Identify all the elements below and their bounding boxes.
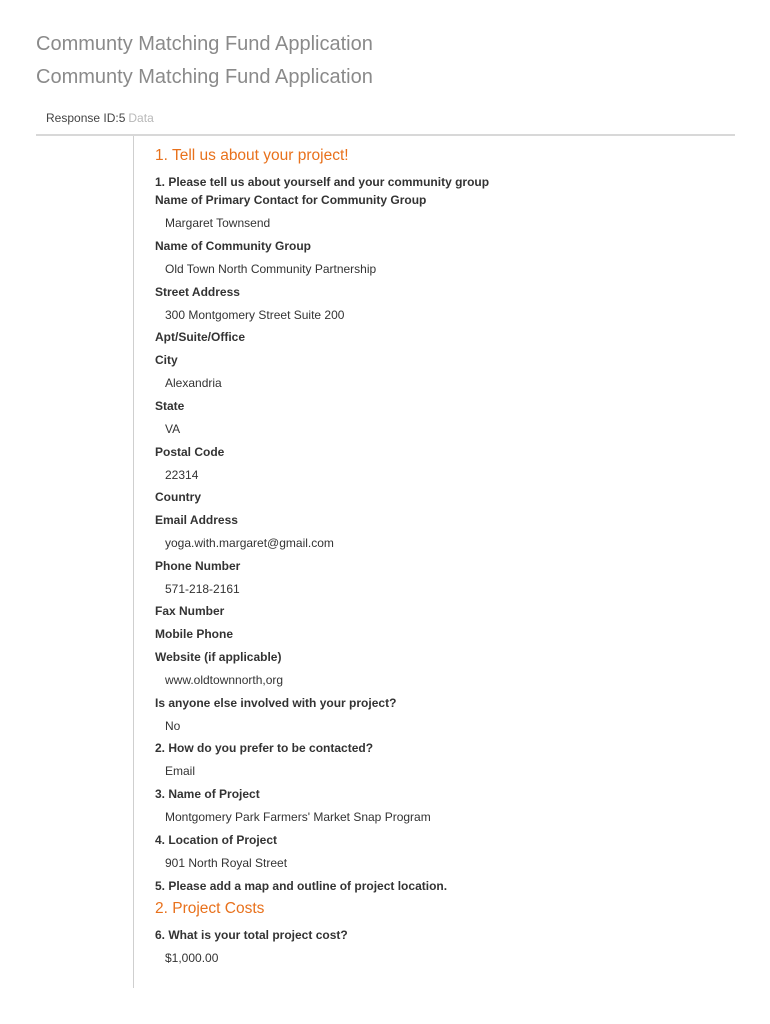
question-phone: Phone Number: [155, 559, 241, 573]
section-title-costs: 2. Project Costs: [155, 900, 265, 917]
question-street-address: Street Address: [155, 285, 240, 299]
answer-state: VA: [165, 422, 181, 436]
answer-phone: 571-218-2161: [165, 582, 240, 596]
document-title: Communty Matching Fund Application: [36, 33, 373, 55]
content-left-rule: [133, 136, 134, 988]
question-project-location: 4. Location of Project: [155, 833, 278, 847]
answer-primary-contact: Margaret Townsend: [165, 216, 271, 230]
answer-total-cost: $1,000.00: [165, 951, 219, 965]
question-primary-contact: Name of Primary Contact for Community Group: [155, 193, 427, 207]
question-total-cost: 6. What is your total project cost?: [155, 928, 348, 942]
response-id-label: Response ID:5: [46, 111, 126, 125]
answer-project-location: 901 North Royal Street: [165, 856, 288, 870]
question-contact-preference: 2. How do you prefer to be contacted?: [155, 741, 374, 755]
question-postal-code: Postal Code: [155, 445, 225, 459]
answer-project-name: Montgomery Park Farmers' Market Snap Program: [165, 810, 431, 824]
question-project-name: 3. Name of Project: [155, 787, 260, 801]
question-state: State: [155, 399, 185, 413]
document-title-repeat: Communty Matching Fund Application: [36, 66, 373, 88]
question-community-group: Name of Community Group: [155, 239, 312, 253]
answer-others-involved: No: [165, 719, 181, 733]
question-project-map: 5. Please add a map and outline of project location.: [155, 879, 448, 893]
answer-city: Alexandria: [165, 376, 222, 390]
question-apt-suite: Apt/Suite/Office: [155, 330, 246, 344]
data-link[interactable]: Data: [128, 111, 154, 125]
answer-postal-code: 22314: [165, 468, 199, 482]
question-others-involved: Is anyone else involved with your project?: [155, 696, 397, 710]
question-email: Email Address: [155, 513, 238, 527]
section-title-project: 1. Tell us about your project!: [155, 147, 349, 164]
answer-community-group: Old Town North Community Partnership: [165, 262, 377, 276]
question-website: Website (if applicable): [155, 650, 282, 664]
answer-street-address: 300 Montgomery Street Suite 200: [165, 308, 345, 322]
header-divider: [36, 134, 735, 136]
question-mobile: Mobile Phone: [155, 627, 233, 641]
response-id: [46, 111, 154, 125]
question-about-yourself: 1. Please tell us about yourself and your community group: [155, 175, 490, 189]
question-fax: Fax Number: [155, 604, 225, 618]
question-city: City: [155, 353, 178, 367]
answer-contact-preference: Email: [165, 764, 196, 778]
question-country: Country: [155, 490, 201, 504]
answer-email: yoga.with.margaret@gmail.com: [165, 536, 334, 550]
answer-website: www.oldtownnorth,org: [165, 673, 284, 687]
